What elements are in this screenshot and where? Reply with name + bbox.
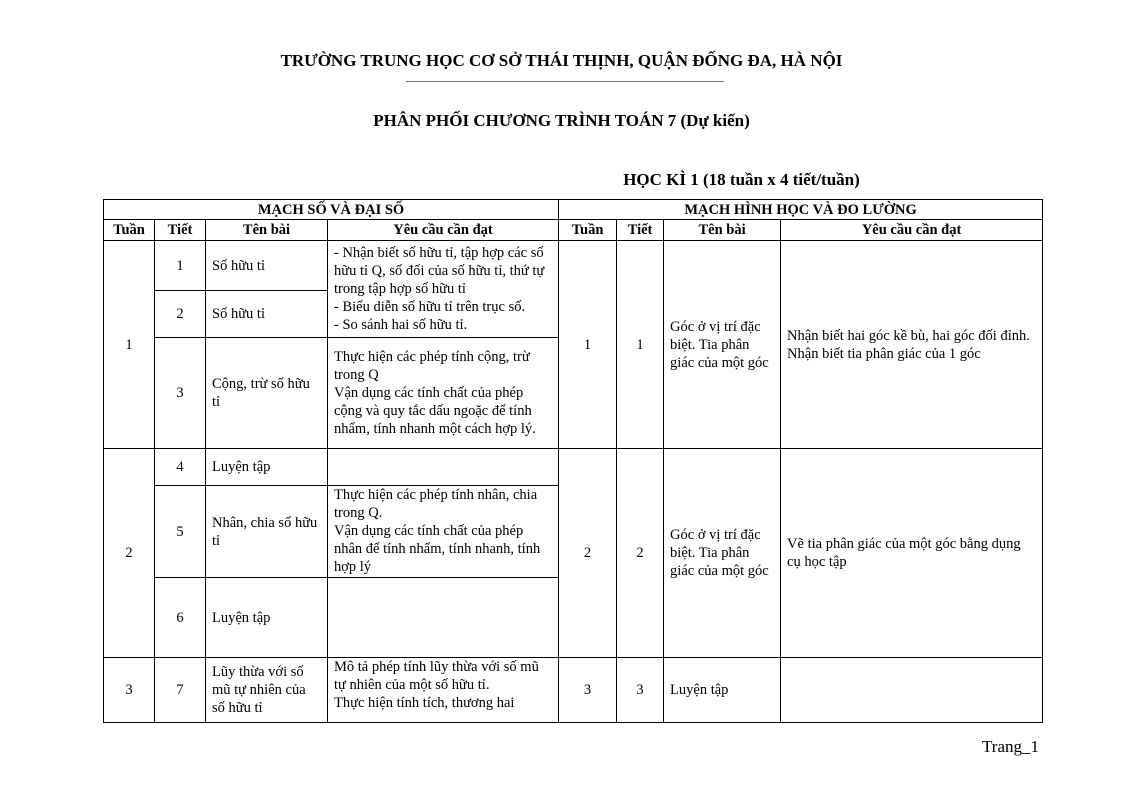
lesson-cell: Lũy thừa với số mũ tự nhiên của số hữu tỉ xyxy=(206,658,328,723)
period-cell: 1 xyxy=(617,241,664,449)
page-number: Trang_1 xyxy=(982,737,1039,756)
week-cell: 1 xyxy=(104,241,155,449)
week-cell: 1 xyxy=(559,241,617,449)
week-cell: 2 xyxy=(559,449,617,658)
lesson-cell: Góc ở vị trí đặc biệt. Tia phân giác của một góc xyxy=(664,449,781,658)
requirement-cell xyxy=(328,578,559,658)
column-header-requirement: Yêu cầu cần đạt xyxy=(328,220,559,241)
period-cell: 4 xyxy=(155,449,206,486)
lesson-cell: Luyện tập xyxy=(664,658,781,723)
requirement-cell: - Nhận biết số hữu tỉ, tập hợp các số hữu tỉ Q, số đối của số hữu tỉ, thứ tự trong tập hợp số hữu tỉ - Biểu diễn số hữu tỉ trên trục số. - So sánh hai số hữu tỉ. xyxy=(328,241,559,338)
period-cell: 1 xyxy=(155,241,206,291)
week-cell: 3 xyxy=(559,658,617,723)
table-row xyxy=(104,241,1043,291)
requirement-cell xyxy=(781,658,1043,723)
table-row xyxy=(104,449,1043,486)
column-header-week: Tuần xyxy=(104,220,155,241)
school-name: TRƯỜNG TRUNG HỌC CƠ SỞ THÁI THỊNH, QUẬN ĐỐNG ĐA, HÀ NỘI xyxy=(280,51,843,70)
lesson-cell: Luyện tập xyxy=(206,578,328,658)
week-cell: 3 xyxy=(104,658,155,723)
column-header-lesson: Tên bài xyxy=(206,220,328,241)
lesson-cell: Nhân, chia số hữu tỉ xyxy=(206,486,328,578)
column-header-period: Tiết xyxy=(155,220,206,241)
period-cell: 7 xyxy=(155,658,206,723)
lesson-cell: Số hữu tỉ xyxy=(206,241,328,291)
semester-title: HỌC KÌ 1 (18 tuần x 4 tiết/tuần) xyxy=(623,170,860,189)
lesson-cell: Góc ở vị trí đặc biệt. Tia phân giác của một góc xyxy=(664,241,781,449)
period-cell: 3 xyxy=(155,338,206,449)
column-header-lesson: Tên bài xyxy=(664,220,781,241)
column-header-week: Tuần xyxy=(559,220,617,241)
requirement-cell: Thực hiện các phép tính cộng, trừ trong Q Vận dụng các tính chất của phép cộng và quy tắc dấu ngoặc để tính nhẩm, tính nhanh một cách hợp lý. xyxy=(328,338,559,449)
lesson-cell: Luyện tập xyxy=(206,449,328,486)
lesson-cell: Số hữu tỉ xyxy=(206,291,328,338)
program-title: PHÂN PHỐI CHƯƠNG TRÌNH TOÁN 7 (Dự kiến) xyxy=(373,111,750,130)
requirement-cell: Thực hiện các phép tính nhân, chia trong Q. Vận dụng các tính chất của phép nhân để tính nhẩm, tính nhanh, tính hợp lý xyxy=(328,486,559,578)
period-cell: 5 xyxy=(155,486,206,578)
table-row xyxy=(104,658,1043,723)
title-underline xyxy=(406,81,724,82)
period-cell: 2 xyxy=(155,291,206,338)
period-cell: 2 xyxy=(617,449,664,658)
column-header-period: Tiết xyxy=(617,220,664,241)
period-cell: 6 xyxy=(155,578,206,658)
requirement-cell: Nhận biết hai góc kề bù, hai góc đối đỉnh. Nhận biết tia phân giác của 1 góc xyxy=(781,241,1043,449)
group-header-algebra: MẠCH SỐ VÀ ĐẠI SỐ xyxy=(104,200,559,220)
period-cell: 3 xyxy=(617,658,664,723)
week-cell: 2 xyxy=(104,449,155,658)
curriculum-table xyxy=(103,199,1043,723)
requirement-cell: Vẽ tia phân giác của một góc bằng dụng cụ học tập xyxy=(781,449,1043,658)
group-header-geometry: MẠCH HÌNH HỌC VÀ ĐO LƯỜNG xyxy=(559,200,1043,220)
lesson-cell: Cộng, trừ số hữu tỉ xyxy=(206,338,328,449)
requirement-cell xyxy=(328,449,559,486)
requirement-cell: Mô tả phép tính lũy thừa với số mũ tự nhiên của một số hữu tỉ. Thực hiện tính tích, thương hai xyxy=(328,658,559,723)
column-header-requirement: Yêu cầu cần đạt xyxy=(781,220,1043,241)
